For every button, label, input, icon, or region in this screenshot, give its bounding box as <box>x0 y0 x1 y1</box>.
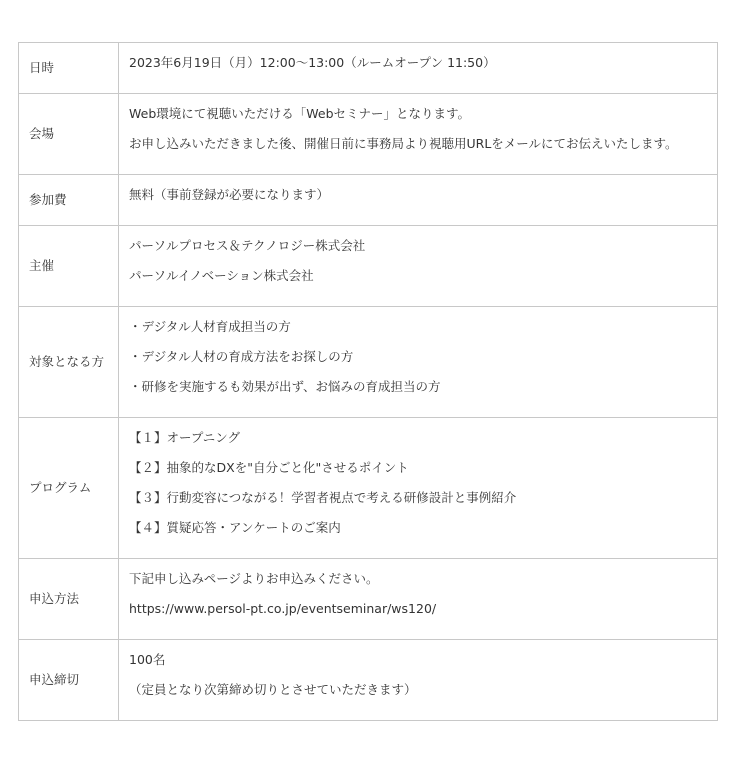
venue-value <box>119 94 718 175</box>
deadline-capacity: 100名 <box>129 652 166 667</box>
apply-url-link[interactable] <box>129 599 707 619</box>
program-item-1: 【１】オープニング <box>129 430 241 445</box>
program-item-4: 【４】質疑応答・アンケートのご案内 <box>129 520 341 535</box>
row-host <box>19 226 718 307</box>
deadline-label: 申込締切 <box>19 640 119 721</box>
row-deadline <box>19 640 718 721</box>
fee-text: 無料（事前登録が必要になります） <box>129 187 330 202</box>
row-venue <box>19 94 718 175</box>
host-line-2: パーソルイノベーション株式会社 <box>129 268 314 283</box>
apply-instruction: 下記申し込みページよりお申込みください。 <box>129 571 379 586</box>
deadline-note: （定員となり次第締め切りとさせていただきます） <box>129 682 417 697</box>
datetime-label: 日時 <box>19 43 119 94</box>
host-label: 主催 <box>19 226 119 307</box>
row-fee <box>19 175 718 226</box>
venue-label: 会場 <box>19 94 119 175</box>
target-label: 対象となる方 <box>19 307 119 418</box>
program-value <box>119 418 718 559</box>
host-line-1: パーソルプロセス＆テクノロジー株式会社 <box>129 238 366 253</box>
program-item-2: 【２】抽象的なDXを"自分ごと化"させるポイント <box>129 460 409 475</box>
datetime-text: 2023年6月19日（月）12:00〜13:00（ルームオープン 11:50） <box>129 55 496 70</box>
apply-value <box>119 559 718 640</box>
target-line-3: ・研修を実施するも効果が出ず、お悩みの育成担当の方 <box>129 379 441 394</box>
program-label: プログラム <box>19 418 119 559</box>
fee-value <box>119 175 718 226</box>
fee-label: 参加費 <box>19 175 119 226</box>
datetime-value <box>119 43 718 94</box>
host-value <box>119 226 718 307</box>
apply-label: 申込方法 <box>19 559 119 640</box>
target-value <box>119 307 718 418</box>
row-program <box>19 418 718 559</box>
deadline-value <box>119 640 718 721</box>
row-application-method <box>19 559 718 640</box>
target-line-1: ・デジタル人材育成担当の方 <box>129 319 291 334</box>
venue-line-1: Web環境にて視聴いただける「Webセミナー」となります。 <box>129 106 471 121</box>
program-item-3: 【３】行動変容につながる！学習者視点で考える研修設計と事例紹介 <box>129 490 517 505</box>
apply-url[interactable]: https://www.persol-pt.co.jp/eventseminar/ws120/ <box>129 601 437 616</box>
event-info-table <box>18 42 718 721</box>
row-datetime <box>19 43 718 94</box>
row-target-audience <box>19 307 718 418</box>
target-line-2: ・デジタル人材の育成方法をお探しの方 <box>129 349 354 364</box>
venue-line-2: お申し込みいただきました後、開催日前に事務局より視聴用URLをメールにてお伝えいたします。 <box>129 136 678 151</box>
